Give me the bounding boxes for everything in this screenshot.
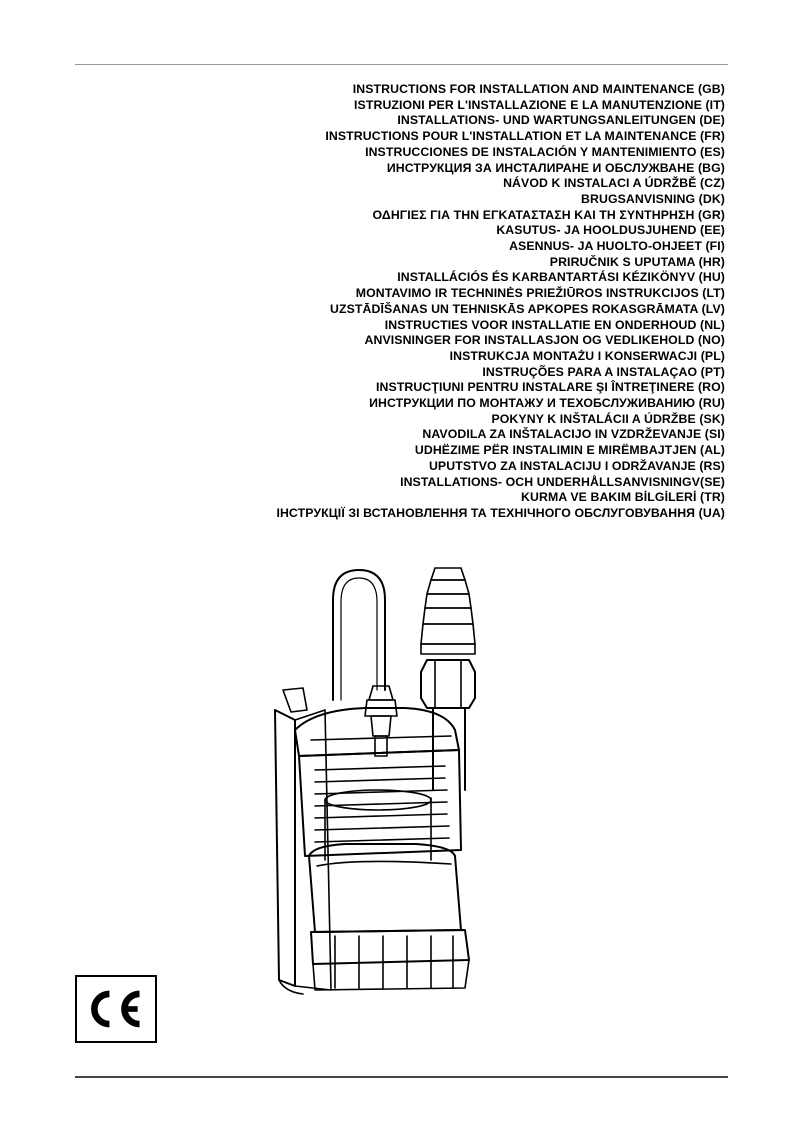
- title-line: KASUTUS- JA HOOLDUSJUHEND (EE): [496, 223, 725, 238]
- title-line: INSTALLATIONS- UND WARTUNGSANLEITUNGEN (DE): [397, 113, 725, 128]
- title-line: UZSTĀDĪŠANAS UN TEHNISKĀS APKOPES ROKASGRĀMATA (LV): [330, 301, 725, 316]
- title-line: INSTRUCTIES VOOR INSTALLATIE EN ONDERHOUD (NL): [384, 317, 725, 332]
- title-line: NAVODILA ZA INŠTALACIJO IN VZDRŽEVANJE (SI): [422, 427, 725, 442]
- title-line: BRUGSANVISNING (DK): [581, 191, 725, 206]
- title-line: INSTRUCTIONS FOR INSTALLATION AND MAINTENANCE (GB): [352, 82, 725, 96]
- bottom-rule: [75, 1076, 728, 1078]
- title-line: INSTRUCCIONES DE INSTALACIÓN Y MANTENIMIENTO (ES): [365, 144, 725, 159]
- title-line: ИНСТРУКЦИЯ ЗА ИНСТАЛИРАНЕ И ОБСЛУЖВАНЕ (BG): [386, 160, 725, 175]
- title-list: [85, 82, 725, 522]
- title-line: INSTRUCŢIUNI PENTRU INSTALARE ŞI ÎNTREŢINERE (RO): [376, 380, 725, 395]
- title-line: ІНСТРУКЦІЇ ЗІ ВСТАНОВЛЕННЯ ТА ТЕХНІЧНОГО ОБСЛУГОВУВАННЯ (UA): [276, 505, 725, 520]
- title-line: ИНСТРУКЦИИ ПО МОНТАЖУ И ТЕХОБСЛУЖИВАНИЮ (RU): [369, 396, 725, 411]
- title-line: UDHËZIME PËR INSTALIMIN E MIRËMBAJTJEN (AL): [414, 443, 725, 458]
- title-line: INSTRUCTIONS POUR L'INSTALLATION ET LA MAINTENANCE (FR): [325, 129, 725, 144]
- title-line: MONTAVIMO IR TECHNINĖS PRIEŽIŪROS INSTRUKCIJOS (LT): [355, 286, 725, 301]
- title-line: NÁVOD K INSTALACI A ÚDRŽBĚ (CZ): [503, 176, 725, 191]
- pump-illustration: [255, 560, 515, 1000]
- title-line: PRIRUČNIK S UPUTAMA (HR): [549, 254, 725, 269]
- ce-mark-logo: [77, 977, 155, 1041]
- title-line: ISTRUZIONI PER L'INSTALLAZIONE E LA MANUTENZIONE (IT): [354, 97, 725, 112]
- title-line: INSTRUKCJA MONTAŻU I KONSERWACJI (PL): [449, 348, 725, 363]
- ce-mark: [75, 975, 157, 1043]
- title-line: ΟΔΗΓΙΕΣ ΓΙΑ ΤΗΝ ΕΓΚΑΤΑΣΤΑΣΗ ΚΑΙ ΤΗ ΣΥΝΤΗΡΗΣΗ (GR): [372, 207, 725, 222]
- top-rule: [75, 64, 728, 65]
- title-line: POKYNY K INŠTALÁCII A ÚDRŽBE (SK): [491, 411, 725, 426]
- title-line: INSTALLATIONS- OCH UNDERHÅLLSANVISNINGV(SE): [400, 474, 725, 489]
- title-line: INSTRUÇÕES PARA A INSTALAÇAO (PT): [482, 364, 725, 379]
- title-line: INSTALLÁCIÓS ÉS KARBANTARTÁSI KÉZIKÖNYV (HU): [397, 270, 725, 285]
- title-line: ANVISNINGER FOR INSTALLASJON OG VEDLIKEHOLD (NO): [364, 333, 725, 348]
- title-line: KURMA VE BAKIM BİLGİLERİ (TR): [521, 490, 725, 505]
- title-line: ASENNUS- JA HUOLTO-OHJEET (FI): [509, 239, 725, 254]
- title-line: UPUTSTVO ZA INSTALACIJU I ODRŽAVANJE (RS): [428, 458, 725, 473]
